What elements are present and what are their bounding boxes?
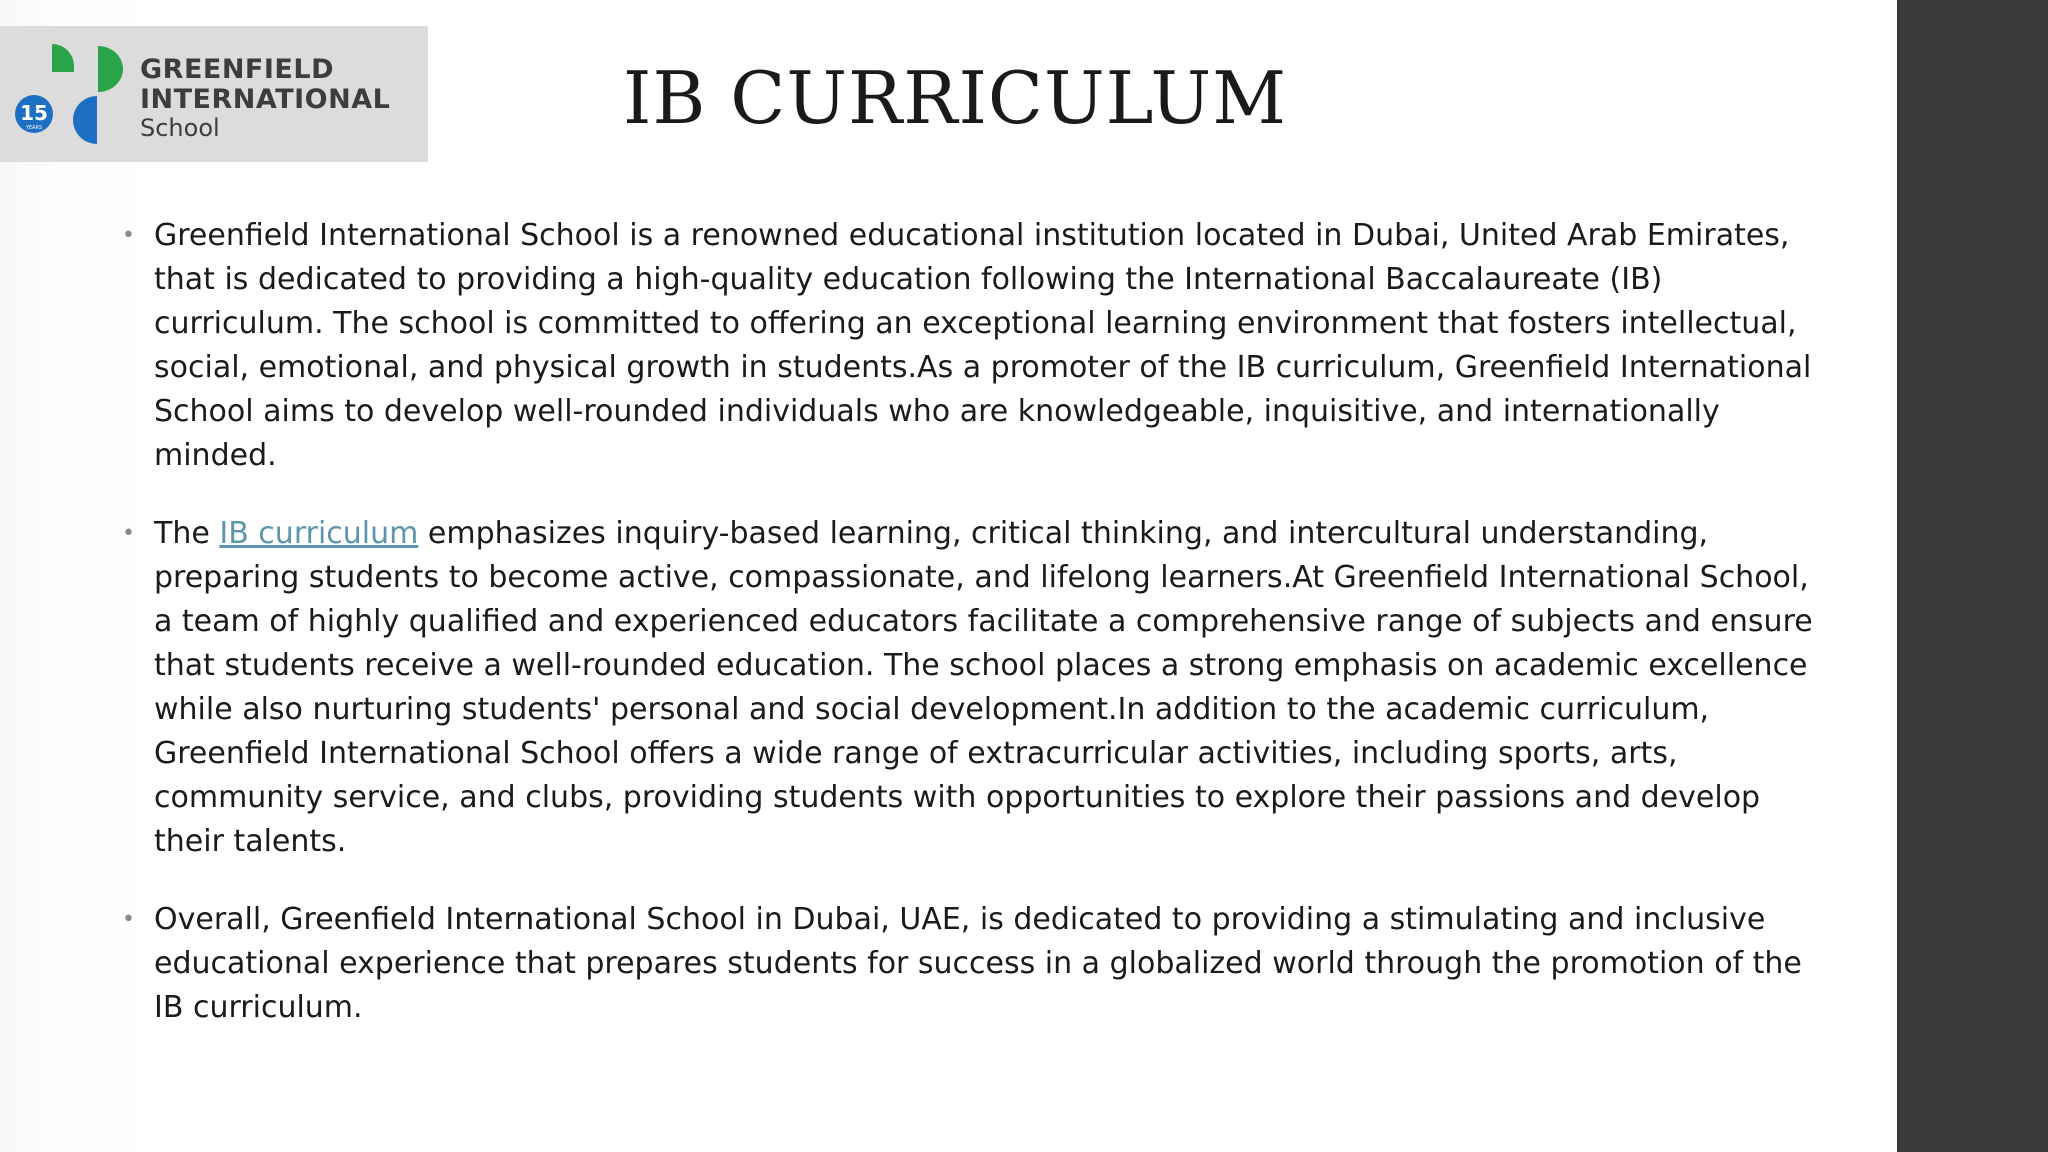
bullet-dot: • bbox=[122, 521, 135, 546]
logo-line-international: INTERNATIONAL bbox=[140, 84, 391, 115]
bullet-text-2-suffix: emphasizes inquiry-based learning, critical thinking, and intercultural understanding, preparing students to become active, compassionate, and lifelong learners.At Greenfield International School, a team of highly qualified and experienced educators facilitate a comprehensive range of subjects and ensure that students receive a well-rounded education. The school places a strong emphasis on academic excellence while also nurturing students' personal and social development.In addition to the academic curriculum, Greenfield International School offers a wide range of extracurricular activities, including sports, arts, community service, and clubs, providing students with opportunities to explore their passions and develop their talents. bbox=[154, 516, 1813, 859]
bullet-item-2 bbox=[120, 512, 1820, 864]
bullet-item-1 bbox=[120, 214, 1820, 478]
bullet-dot: • bbox=[122, 907, 135, 932]
bullet-item-3 bbox=[120, 898, 1820, 1030]
bullet-text-3: Overall, Greenfield International School in Dubai, UAE, is dedicated to providing a stimulating and inclusive educational experience that prepares students for success in a globalized world through the promotion of the IB curriculum. bbox=[154, 902, 1802, 1025]
bullet-dot: • bbox=[122, 223, 135, 248]
logo-badge-number: 15 bbox=[20, 101, 48, 125]
slide-title: IB CURRICULUM bbox=[623, 56, 1287, 140]
logo-line-school: School bbox=[140, 114, 220, 142]
logo-badge-caption: YEARS bbox=[25, 125, 43, 131]
logo-line-greenfield: GREENFIELD bbox=[140, 54, 334, 85]
bullet-text-1: Greenfield International School is a renowned educational institution located in Dubai, United Arab Emirates, that is dedicated to providing a high-quality education following the International Baccalaureate (IB) curriculum. The school is committed to offering an exceptional learning environment that fosters intellectual, social, emotional, and physical growth in students.As a promoter of the IB curriculum, Greenfield International School aims to develop well-rounded individuals who are knowledgeable, inquisitive, and internationally minded. bbox=[154, 218, 1812, 473]
bullet-text-2-prefix: The bbox=[154, 516, 220, 551]
right-sidebar-bar bbox=[1897, 0, 2048, 1152]
ib-curriculum-link[interactable]: IB curriculum bbox=[219, 516, 419, 551]
bullet-list bbox=[120, 214, 1820, 1064]
